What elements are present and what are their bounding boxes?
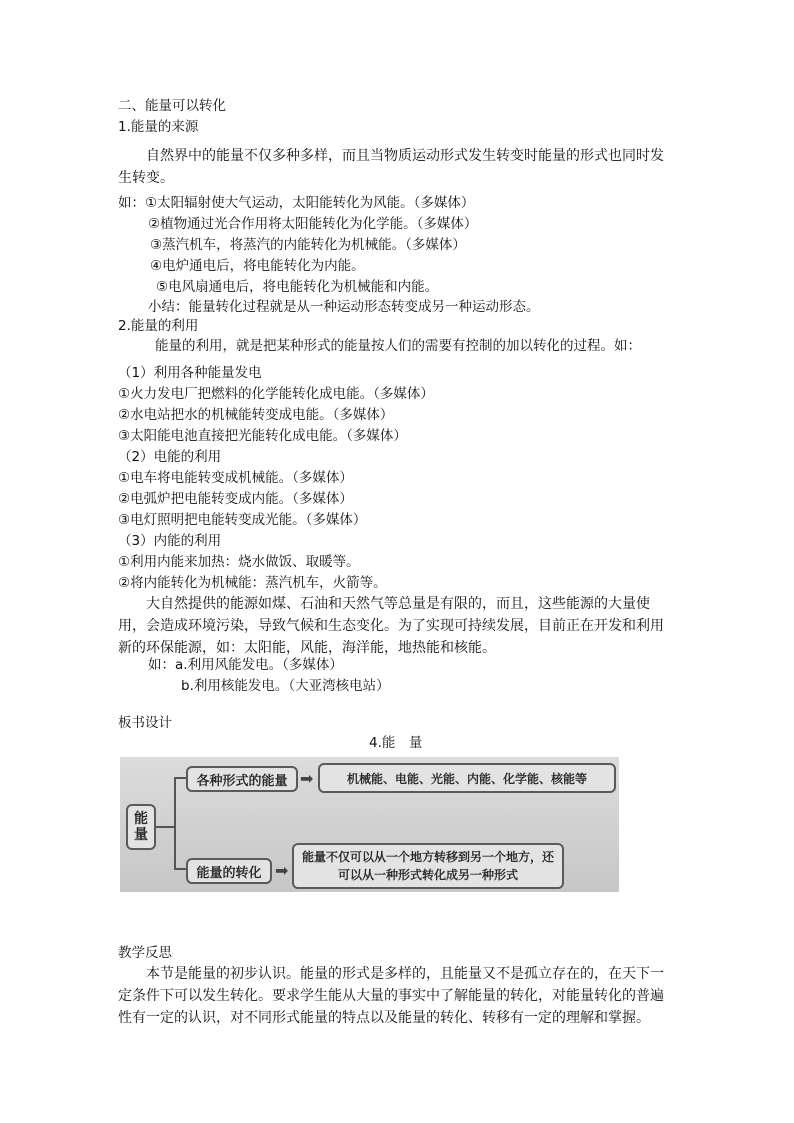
use-line: （3）内能的利用 [118,533,222,549]
board-heading: 板书设计 [118,715,172,731]
board-node-energy-forms: 各种形式的能量 [186,766,298,792]
reflection-paragraph: 本节是能量的初步认识。能量的形式是多样的，且能量又不是孤立存在的，在天下一定条件下可以发生转化。要求学生能从大量的事实中了解能量的转化，对能量转化的普遍性有一定的认识，对不同形式能量的特点以及能量的转化、转移有一定的理解和掌握。 [118,966,664,1026]
subheading-energy-use: 2.能量的利用 [118,318,199,334]
example-a: 如：a.利用风能发电。（多媒体） [148,657,343,673]
example-1: 如：①太阳辐射使大气运动，太阳能转化为风能。（多媒体） [118,195,475,211]
section-heading: 二、能量可以转化 [118,98,226,114]
arrow-icon: ➡ [275,861,289,880]
example-4: ④电炉通电后，将电能转化为内能。 [150,258,365,274]
use-line: ②水电站把水的机械能转变成电能。（多媒体） [118,407,394,423]
reflection-heading: 教学反思 [118,945,172,961]
branch-connector [156,826,174,828]
resources-paragraph: 大自然提供的能源如煤、石油和天然气等总量是有限的，而且，这些能源的大量使用，会造成环境污染，导致气候和生态变化。为了实现可持续发展，目前正在开发和利用新的环保能源，如：太阳能，风能，海洋能，地热能和核能。 [118,596,664,656]
use-line: ①电车将电能转变成机械能。（多媒体） [118,470,353,486]
example-5: ⑤电风扇通电后，将电能转化为机械能和内能。 [156,279,439,295]
example-2: ②植物通过光合作用将太阳能转化为化学能。（多媒体） [148,216,478,232]
board-leaf-conversion-desc: 能量不仅可以从一个地方转移到另一个地方，还可以从一种形式转化成另一种形式 [292,843,564,889]
branch-connector [174,777,176,869]
arrow-icon: ➡ [300,769,314,788]
example-3: ③蒸汽机车，将蒸汽的内能转化为机械能。（多媒体） [150,237,466,253]
use-line: ②电弧炉把电能转变成内能。（多媒体） [118,491,353,507]
use-intro: 能量的利用，就是把某种形式的能量按人们的需要有控制的加以转化的过程。如： [155,338,641,354]
board-leaf-energy-types: 机械能、电能、光能、内能、化学能、核能等 [318,763,616,793]
use-line: ②将内能转化为机械能：蒸汽机车，火箭等。 [118,575,387,591]
board-title: 4.能 量 [369,735,423,751]
board-node-energy-conversion: 能量的转化 [186,858,272,884]
board-design-photo [120,757,619,892]
use-line: ①利用内能来加热：烧水做饭、取暖等。 [118,554,360,570]
subheading-energy-source: 1.能量的来源 [118,119,199,135]
summary: 小结：能量转化过程就是从一种运动形态转变成另一种运动形态。 [148,299,540,315]
use-line: ③电灯照明把电能转变成光能。（多媒体） [118,512,367,528]
use-line: ①火力发电厂把燃料的化学能转化成电能。（多媒体） [118,386,434,402]
board-root: 能量 [126,804,156,850]
use-line: （1）利用各种能量发电 [118,365,262,381]
use-line: ③太阳能电池直接把光能转化成电能。（多媒体） [118,428,407,444]
use-line: （2）电能的利用 [118,449,222,465]
intro-paragraph: 自然界中的能量不仅多种多样，而且当物质运动形式发生转变时能量的形式也同时发生转变。 [118,148,664,186]
example-b: b.利用核能发电。（大亚湾核电站） [181,678,390,694]
